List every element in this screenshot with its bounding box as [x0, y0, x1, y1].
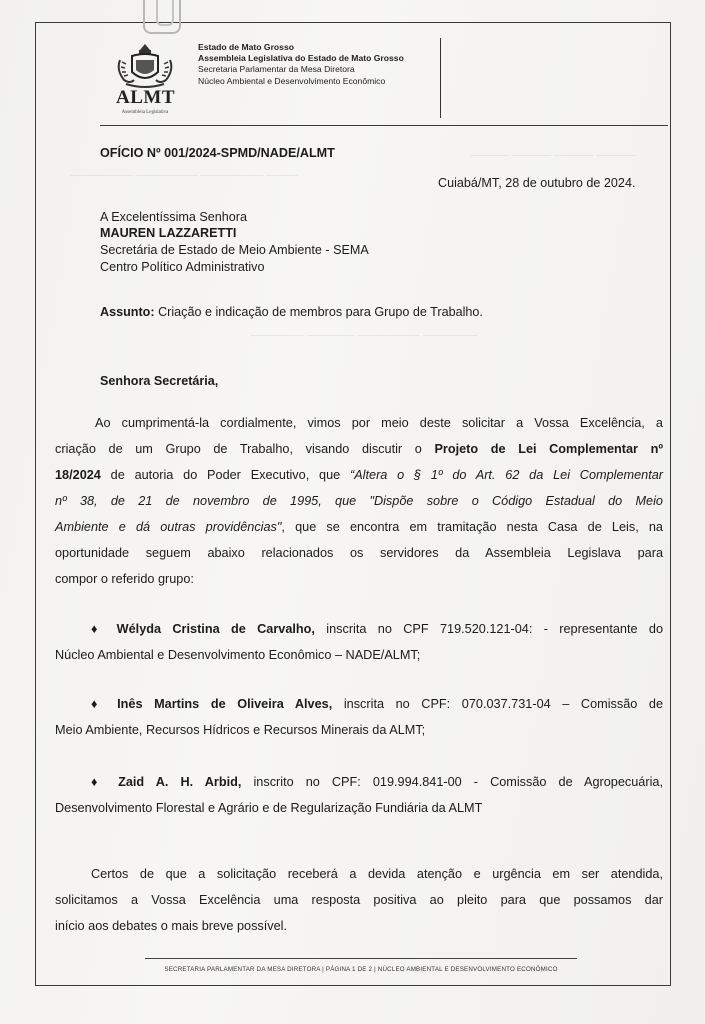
body-text: criação de um Grupo de Trabalho, visando discutir o	[55, 442, 435, 456]
recipient-name: MAUREN LAZZARETTI	[100, 226, 237, 240]
member-item	[55, 769, 663, 821]
closing-paragraph	[55, 861, 663, 939]
quoted-text: Ambiente e dá outras providências"	[55, 520, 282, 534]
member-line: Meio Ambiente, Recursos Hídricos e Recursos Minerais da ALMT;	[55, 723, 426, 737]
letterhead	[198, 42, 404, 87]
subject-line	[100, 305, 483, 320]
member-name: Zaid A. H. Arbid,	[118, 775, 242, 789]
body-text: de autoria do Poder Executivo, que	[100, 468, 350, 482]
body-line	[55, 514, 663, 540]
diamond-bullet-icon: ♦	[91, 775, 107, 789]
body-line	[55, 436, 663, 462]
closing-line: Certos de que a solicitação receberá a devida atenção e urgência em ser atendida,	[91, 867, 663, 881]
paper-clip-inner	[156, 0, 174, 26]
letterhead-divider	[440, 38, 441, 118]
letterhead-nucleus: Núcleo Ambiental e Desenvolvimento Econômico	[198, 75, 386, 86]
subject-label: Assunto:	[100, 305, 155, 319]
member-line	[55, 616, 663, 642]
recipient-salutation: A Excelentíssima Senhora	[100, 210, 248, 224]
letterhead-secretariat: Secretaria Parlamentar da Mesa Diretora	[198, 64, 355, 75]
footer-rule	[145, 958, 577, 959]
member-item	[55, 691, 663, 743]
member-line: Desenvolvimento Florestal e Agrário e de Regularização Fundiária da ALMT	[55, 801, 483, 815]
closing-line: início aos debates o mais breve possível.	[55, 919, 288, 933]
body-line: oportunidade seguem abaixo relacionados os servidores da Assembleia Legislava para	[55, 546, 663, 560]
logo-wordmark: ALMT	[116, 87, 175, 108]
closing-line: solicitamos a Vossa Excelência uma resposta positiva ao pleito para que possamos dar	[55, 893, 663, 907]
member-line	[55, 769, 663, 795]
subject-text: Criação e indicação de membros para Grupo de Trabalho.	[158, 305, 483, 319]
greeting: Senhora Secretária,	[100, 374, 219, 388]
member-details: inscrito no CPF: 019.994.841-00 - Comissão de Agropecuária,	[241, 775, 663, 789]
letterhead-state: Estado de Mato Grosso	[198, 42, 294, 52]
body-text: , que se encontra em tramitação nesta Casa de Leis, na	[281, 520, 663, 534]
letterhead-assembly: Assembleia Legislativa do Estado de Mato Grosso	[198, 53, 404, 64]
member-name: Wélyda Cristina de Carvalho,	[116, 622, 315, 636]
recipient-position: Secretária de Estado de Meio Ambiente - SEMA	[100, 243, 369, 257]
date-line: Cuiabá/MT, 28 de outubro de 2024.	[438, 176, 636, 190]
recipient-address: Centro Político Administrativo	[100, 260, 265, 274]
diamond-bullet-icon: ♦	[91, 697, 106, 711]
diamond-bullet-icon: ♦	[91, 622, 106, 636]
header-rule	[100, 125, 668, 126]
body-line: nº 38, de 21 de novembro de 1995, que "Dispõe sobre o Código Estadual do Meio	[55, 494, 663, 508]
page-footer: SECRETARIA PARLAMENTAR DA MESA DIRETORA | PÁGINA 1 DE 2 | NÚCLEO AMBIENTAL E DESENVOLVIMENTO ECONÔMICO	[164, 966, 558, 973]
body-line: compor o referido grupo:	[55, 572, 194, 586]
member-details: inscrita no CPF 719.520.121-04: - representante do	[314, 622, 664, 636]
member-item	[55, 616, 663, 668]
member-name: Inês Martins de Oliveira Alves,	[117, 697, 333, 711]
show-through-text: ──────── ──────── ──────── ────	[70, 170, 298, 182]
bill-number: 18/2024	[55, 468, 101, 482]
member-line	[55, 691, 663, 717]
show-through-text: ───── ───── ───── ─────	[470, 150, 636, 162]
logo-subtext: Assembleia Legislativa	[121, 110, 169, 115]
show-through-text: ─────── ────── ──────── ───────	[250, 330, 478, 342]
body-paragraph	[55, 410, 663, 592]
bill-title: Projeto de Lei Complementar nº	[434, 442, 663, 456]
quoted-text: “Altera o § 1º do Art. 62 da Lei Complementar	[349, 468, 664, 482]
member-details: inscrita no CPF: 070.037.731-04 – Comissão de	[332, 697, 664, 711]
member-line: Núcleo Ambiental e Desenvolvimento Econômico – NADE/ALMT;	[55, 648, 421, 662]
body-line	[55, 462, 663, 488]
oficio-number: OFÍCIO Nº 001/2024-SPMD/NADE/ALMT	[100, 146, 335, 160]
body-line: Ao cumprimentá-la cordialmente, vimos por meio deste solicitar a Vossa Excelência, a	[95, 416, 663, 430]
